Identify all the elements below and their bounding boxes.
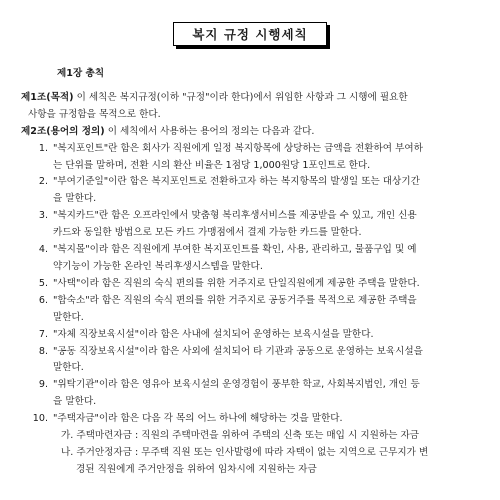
article-2-text: 이 세칙에서 사용하는 용어의 정의는 다음과 같다.	[104, 125, 315, 137]
list-item: 6. "합숙소"라 함은 직원의 숙식 편의를 위한 거주지로 공동거주를 목적으로 제공한 주택을 말한다.	[38, 294, 417, 323]
list-item: 4. "복지몰"이라 함은 직원에게 부여한 복지포인트를 확인, 사용, 관리하고, 물품구입 및 예 약기능이 가능한 온라인 복리후생시스템을 말한다.	[38, 244, 417, 272]
list-item: 1. "복지포인트"란 함은 회사가 직원에게 일정 복지항목에 상당하는 금액을 전환하여 부여하 는 단위를 말하며, 전환 시의 환산 비율은 1점당 1,000원당 1포인트로 한다.	[38, 142, 423, 171]
sub-item: 나. 주거안정자금 : 무주택 직원 또는 인사발령에 따라 자택이 없는 지역으로 근무지가 변	[61, 446, 429, 458]
article-1	[21, 90, 491, 107]
list-item: 5. "사택"이라 함은 직원의 숙식 편의를 위한 거주지로 단일직원에게 제공한 주택을 말한다.	[38, 277, 420, 289]
article-1-continuation: 사항을 규정함을 목적으로 한다.	[28, 108, 161, 120]
list-item: 2. "부여기준일"이란 함은 복지포인트로 전환하고자 하는 복지항목의 발생일 또는 대상기간 을 말한다.	[38, 176, 420, 205]
sub-item: 가. 주택마련자금 : 직원의 주택마련을 위하여 주택의 신축 또는 매입 시 지원하는 자금	[61, 430, 419, 442]
list-item: 9. "위탁기관"이라 함은 영유아 보육시설의 운영경험이 풍부한 학교, 사회복지법인, 개인 등 을 말한다.	[38, 379, 420, 408]
list-item: 10. "주택자금"이라 함은 다음 각 목의 어느 하나에 해당하는 것을 말한다.	[32, 413, 343, 425]
list-item: 8. "공동 직장보육시설"이라 함은 사외에 설치되어 타 기관과 공동으로 운영하는 보육시설을 말한다.	[38, 345, 423, 374]
list-item: 3. "복지카드"란 함은 오프라인에서 맞춤형 복리후생서비스를 제공받을 수 있고, 개인 신용 카드와 동일한 방법으로 모든 카드 가맹점에서 결제 가능한 카드를 말한다.	[38, 210, 417, 239]
article-2	[21, 124, 491, 141]
sub-item-continuation: 경된 직원에게 주거안정을 위하여 임차시에 지원하는 자금	[76, 463, 317, 475]
document-body	[21, 66, 491, 479]
article-1-text: 이 세칙은 복지규정(이하 "규정"이라 한다)에서 위임한 사항과 그 시행에 필요한	[73, 91, 408, 103]
article-1-heading: 제1조(목적)	[21, 91, 74, 103]
list-item: 7. "자체 직장보육시설"이라 함은 사내에 설치되어 운영하는 보육시설을 말한다.	[38, 328, 374, 340]
document-title: 복지 규정 시행세칙	[173, 22, 327, 46]
article-2-heading: 제2조(용어의 정의)	[21, 125, 105, 137]
chapter-heading: 제1장 총칙	[57, 68, 105, 79]
definition-list	[21, 141, 491, 428]
